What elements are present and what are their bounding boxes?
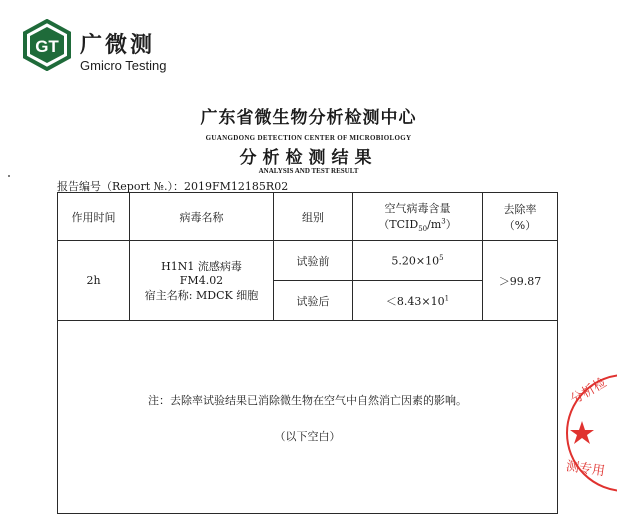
results-table [57,192,558,514]
header-group: 组别 [274,193,353,241]
center-title-en: GUANGDONG DETECTION CENTER OF MICROBIOLOGY [205,134,412,142]
virus-name: H1N1 流感病毒 [161,260,242,273]
cell-removal: ＞99.87 [483,241,558,321]
svg-text:GT: GT [35,37,59,56]
virus-strain: FM4.02 [179,274,224,287]
note-cell [58,321,558,514]
cell-content-before: $5.20\times 10^5$ [353,241,483,281]
header-virus: 病毒名称 [130,193,274,241]
header-time: 作用时间 [58,193,130,241]
gmicro-logo [21,19,73,75]
svg-text:测专用: 测专用 [565,459,606,480]
cell-content-after: $<8.43\times 10^1$ [353,281,483,321]
virus-host: 宿主名称: MDCK 细胞 [144,289,259,302]
table-row [58,241,558,281]
header-content [353,193,483,241]
header-content-unit: $(TCID_{50}/m^3)$ [378,217,457,234]
scan-speck [8,175,10,177]
header-content-label: 空气病毒含量 [384,201,451,215]
cell-group-after: 试验后 [274,281,353,321]
cell-time: 2h [58,241,130,321]
blank-below-text: （以下空白） [274,430,341,443]
cell-group-before: 试验前 [274,241,353,281]
note-row [58,321,558,514]
header-removal [483,193,558,241]
table-header-row [58,193,558,241]
center-title: 广东省微生物分析检测中心 [200,108,417,128]
cell-virus [130,241,274,321]
report-title-en: ANALYSIS AND TEST RESULT [258,167,359,175]
brand-name-en: Gmicro Testing [80,58,167,73]
note-text: 注：去除率试验结果已消除微生物在空气中自然消亡因素的影响。 [148,394,467,407]
header-removal-unit: （%） [503,218,537,232]
brand-name-cn: 广微测 [80,33,156,58]
official-seal-partial [560,368,617,502]
report-title: 分析检测结果 [239,148,378,168]
report-number: 报告编号（Report №.）：2019FM12185R02 [57,180,289,193]
svg-text:分析检: 分析检 [568,375,610,408]
header-removal-label: 去除率 [503,202,537,216]
